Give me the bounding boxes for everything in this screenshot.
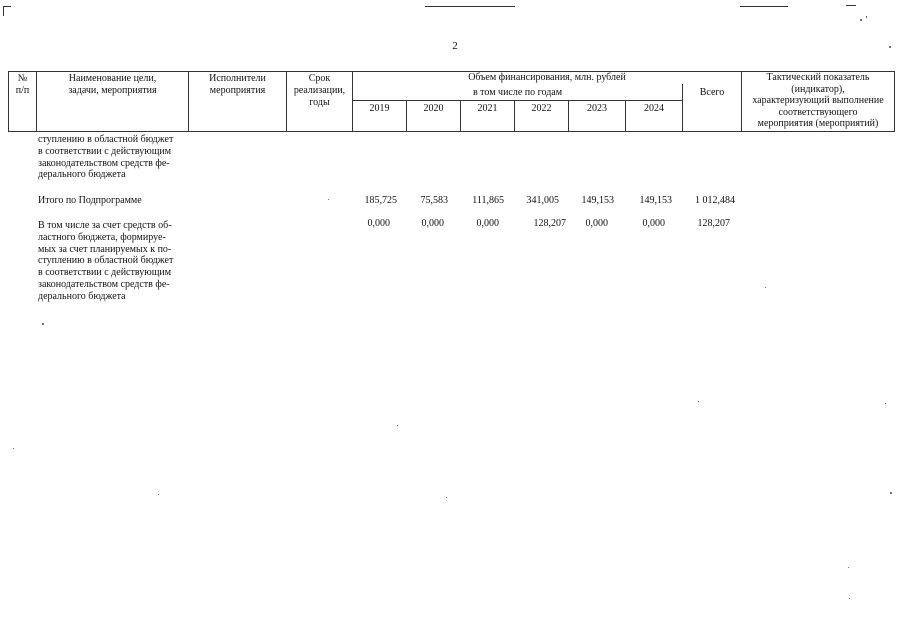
header-term: Срок реализации, годы [293, 73, 346, 108]
scan-artifact-line [846, 5, 856, 6]
row-value-2020: 0,000 [421, 218, 444, 229]
scan-speck [866, 16, 867, 18]
scan-speck [13, 448, 14, 449]
scan-speck [158, 494, 159, 495]
row-value-2024: 149,153 [639, 195, 672, 206]
scan-artifact-line [425, 6, 515, 7]
row-total: 128,207 [697, 218, 730, 229]
row-value-2023: 0,000 [585, 218, 608, 229]
continuation-text: ступлению в областной бюджет в соответствии с действующим законодательством средств фе- дерального бюджета [38, 134, 174, 181]
row-value-2019: 0,000 [367, 218, 390, 229]
header-num: № п/п [15, 73, 30, 96]
scan-speck [849, 598, 850, 599]
header-name: Наименование цели, задачи, мероприятия [68, 73, 157, 96]
row-value-2020: 75,583 [420, 195, 448, 206]
row-value-2024: 0,000 [642, 218, 665, 229]
scan-speck [698, 401, 699, 402]
header-year-2023: 2023 [587, 103, 607, 114]
scan-speck [885, 403, 886, 404]
scan-speck [328, 199, 329, 200]
header-year-2021: 2021 [477, 103, 498, 114]
scan-speck [860, 19, 862, 21]
scan-speck [848, 567, 849, 568]
scan-speck [446, 497, 447, 498]
scan-speck [765, 287, 766, 288]
scan-speck [890, 492, 892, 494]
header-year-2020: 2020 [423, 103, 444, 114]
scan-artifact-line [740, 6, 788, 7]
page-number: 2 [452, 40, 458, 52]
row-label: В том числе за счет средств об- ластного бюджета, формируе- мых за счет планируемых к по- ступлению в областной бюджет в соответствии с действующим законодательством средств фе- дерального бюджета [38, 220, 174, 302]
row-label: Итого по Подпрограмме [38, 195, 142, 206]
scan-speck [889, 46, 891, 48]
row-value-2019: 185,725 [364, 195, 397, 206]
header-indicator: Тактический показатель (индикатор), характеризующий выполнение соответствующего мероприятия (мероприятий) [752, 72, 884, 129]
header-year-2022: 2022 [531, 103, 552, 114]
row-value-2022: 341,005 [526, 195, 559, 206]
header-financing: Объем финансирования, млн. рублей [468, 72, 626, 83]
header-total: Всего [699, 87, 725, 98]
scan-artifact-mark [3, 6, 11, 7]
scan-artifact-mark [3, 6, 4, 16]
row-total: 1 012,484 [695, 195, 735, 206]
header-year-2024: 2024 [644, 103, 664, 114]
row-value-2022: 128,207 [533, 218, 566, 229]
header-financing-sub: в том числе по годам [472, 87, 563, 98]
row-value-2021: 111,865 [472, 195, 504, 206]
header-executors: Исполнители мероприятия [209, 73, 266, 96]
row-value-2023: 149,153 [581, 195, 614, 206]
scan-speck [42, 323, 44, 325]
scan-speck [397, 425, 398, 426]
row-value-2021: 0,000 [476, 218, 499, 229]
header-year-2019: 2019 [369, 103, 390, 114]
